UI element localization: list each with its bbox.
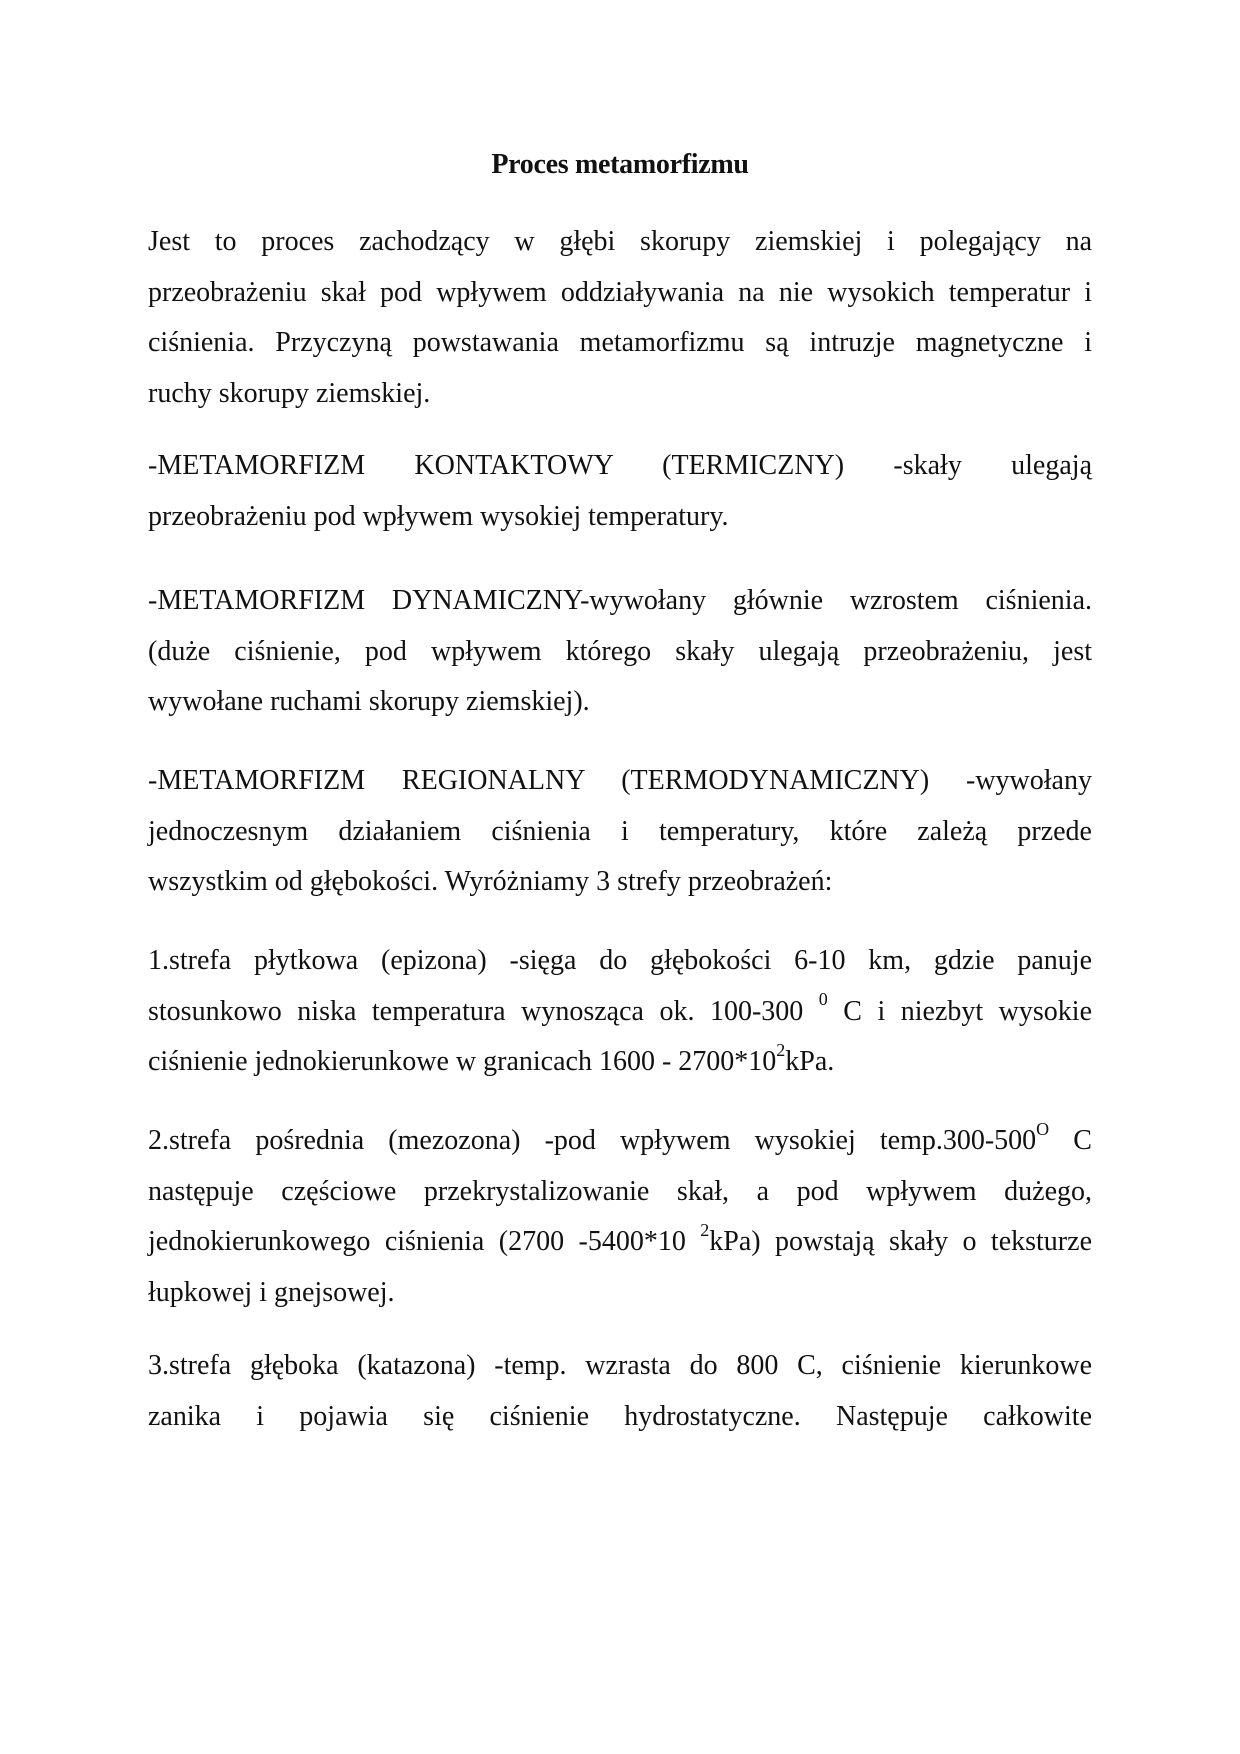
paragraph-dynamic-metamorphism — [148, 576, 1092, 728]
text-line: jednoczesnym działaniem ciśnienia i temperatury, które zależą przede — [148, 815, 1092, 847]
text-line: wywołane ruchami skorupy ziemskiej). — [148, 686, 590, 717]
text-line: 3.strefa głęboka (katazona) -temp. wzrasta do 800 C, ciśnienie kierunkowe — [148, 1350, 1092, 1381]
paragraph-zone-1-epizone — [148, 936, 1092, 1088]
text-segment: łupkowej i gnejsowej. — [148, 1276, 395, 1308]
text-segment: następuje częściowe przekrystalizowanie skał, a pod wpływem dużego, — [148, 1175, 1092, 1207]
superscript: 2 — [700, 1219, 710, 1240]
paragraph-intro — [148, 217, 1092, 419]
text-segment: 1.strefa płytkowa (epizona) -sięga do głębokości 6-10 km, gdzie panuje — [148, 945, 1092, 976]
text-line: przeobrażeniu skał pod wpływem oddziaływania na nie wysokich temperatur i — [148, 276, 1092, 308]
text-line: przeobrażeniu pod wpływem wysokiej temperatury. — [148, 500, 729, 532]
text-line: wszystkim od głębokości. Wyróżniamy 3 strefy przeobrażeń: — [148, 866, 833, 897]
text-line — [148, 1167, 1092, 1218]
superscript: O — [1036, 1118, 1050, 1139]
text-line: zanika i pojawia się ciśnienie hydrostatyczne. Następuje całkowite — [148, 1400, 1092, 1432]
paragraph-zone-2-mesozone — [148, 1116, 1092, 1318]
paragraph-zone-3-katazone — [148, 1341, 1092, 1442]
text-line: ciśnienia. Przyczyną powstawania metamorfizmu są intruzje magnetyczne i — [148, 327, 1092, 358]
superscript: 2 — [776, 1039, 786, 1060]
text-segment: C — [1049, 1125, 1092, 1156]
text-line: ruchy skorupy ziemskiej. — [148, 377, 431, 409]
text-line — [148, 936, 1092, 987]
text-segment: 2.strefa pośrednia (mezozona) -pod wpływem wysokiej temp.300-500 — [148, 1125, 1037, 1156]
text-line — [148, 987, 1092, 1038]
text-line — [148, 1037, 1092, 1088]
text-line: -METAMORFIZM REGIONALNY (TERMODYNAMICZNY) -wywołany — [148, 765, 1092, 796]
text-line — [148, 1217, 1092, 1268]
text-segment: ciśnienie jednokierunkowe w granicach 1600 - 2700*10 — [148, 1046, 777, 1077]
paragraph-contact-metamorphism — [148, 441, 1092, 542]
paragraph-regional-metamorphism — [148, 756, 1092, 908]
text-segment: kPa. — [785, 1046, 835, 1077]
superscript: 0 — [818, 989, 828, 1010]
text-line: -METAMORFIZM DYNAMICZNY-wywołany głównie wzrostem ciśnienia. — [148, 585, 1092, 616]
text-line: Jest to proces zachodzący w głębi skorupy ziemskiej i polegający na — [148, 226, 1092, 257]
text-line: (duże ciśnienie, pod wpływem którego skały ulegają przeobrażeniu, jest — [148, 635, 1092, 667]
text-line: -METAMORFIZM KONTAKTOWY (TERMICZNY) -skały ulegają — [148, 450, 1092, 481]
text-segment: C i niezbyt wysokie — [827, 995, 1092, 1027]
text-line — [148, 1268, 1092, 1319]
text-segment: jednokierunkowego ciśnienia (2700 -5400*10 — [148, 1226, 701, 1257]
text-segment: stosunkowo niska temperatura wynosząca ok. 100-300 — [148, 995, 819, 1027]
document-title: Proces metamorfizmu — [491, 149, 749, 180]
text-line — [148, 1116, 1092, 1167]
text-segment: kPa) powstają skały o teksturze — [709, 1226, 1092, 1257]
